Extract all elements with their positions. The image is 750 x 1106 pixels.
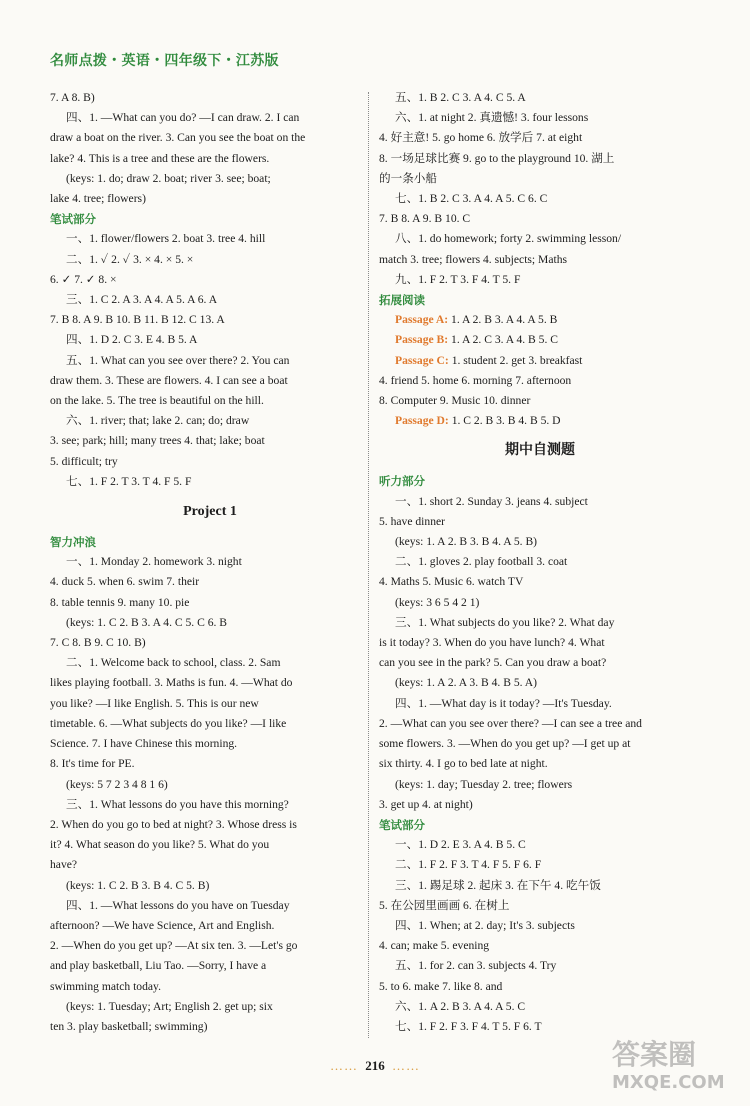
answer-line: and play basketball, Liu Tao. —Sorry, I have a	[50, 959, 267, 973]
passage-label: Passage C:	[395, 353, 449, 367]
answer-line: you like? —I like English. 5. This is our new	[50, 696, 259, 710]
project-title: Project 1	[183, 504, 237, 520]
answer-line: 二、1. F 2. F 3. T 4. F 5. F 6. F	[395, 858, 542, 872]
watermark-url: MXQE.COM	[612, 1072, 725, 1093]
answer-line: 七、1. F 2. T 3. T 4. F 5. F	[66, 474, 192, 488]
answer-line: 2. When do you go to bed at night? 3. Whose dress is	[50, 817, 297, 831]
watermark-logo	[612, 1038, 742, 1098]
answer-line: draw a boat on the river. 3. Can you see the boat on the	[50, 131, 306, 145]
answer-line: 七、1. F 2. F 3. F 4. T 5. F 6. T	[395, 1019, 542, 1033]
answer-line: 五、1. What can you see over there? 2. You can	[66, 353, 290, 367]
passage-label: Passage A:	[395, 313, 449, 327]
section-heading: 笔试部分	[379, 817, 425, 832]
answer-line: 三、1. What subjects do you like? 2. What day	[395, 615, 615, 629]
answer-line: (keys: 1. do; draw 2. boat; river 3. see; boat;	[66, 171, 271, 185]
book-header: 名师点拨・英语・四年级下・江苏版	[50, 53, 279, 69]
footer-dots-left: ……	[330, 1058, 358, 1073]
answer-line: 四、1. D 2. C 3. E 4. B 5. A	[66, 333, 198, 347]
answer-line: 五、1. B 2. C 3. A 4. C 5. A	[395, 91, 526, 104]
answer-line: 一、1. flower/flowers 2. boat 3. tree 4. hill	[66, 232, 266, 246]
answer-line: 8. table tennis 9. many 10. pie	[50, 595, 190, 609]
answer-line: on the lake. 5. The tree is beautiful on the hill.	[50, 394, 264, 408]
answer-line: 7. C 8. B 9. C 10. B)	[50, 636, 146, 650]
answer-line: 8. 一场足球比赛 9. go to the playground 10. 湖上	[379, 151, 615, 165]
answer-line: Science. 7. I have Chinese this morning.	[50, 737, 238, 751]
answer-line: 4. can; make 5. evening	[379, 939, 490, 953]
answer-line: (keys: 1. Tuesday; Art; English 2. get up; six	[66, 999, 273, 1013]
answer-line: 2. —When do you get up? —At six ten. 3. —Let's go	[50, 939, 298, 953]
answer-line: 四、1. —What day is it today? —It's Tuesday.	[395, 696, 612, 710]
answer-line: 七、1. B 2. C 3. A 4. A 5. C 6. C	[395, 192, 548, 206]
answer-line: 一、1. Monday 2. homework 3. night	[66, 555, 242, 569]
answer-line: have?	[50, 858, 78, 872]
answer-line: 八、1. do homework; forty 2. swimming lesson/	[395, 232, 622, 246]
answer-line: 3. get up 4. at night)	[379, 797, 473, 811]
midterm-title: 期中自测题	[505, 443, 575, 459]
answer-line: 三、1. What lessons do you have this morning?	[66, 797, 289, 811]
answer-line: 四、1. When; at 2. day; It's 3. subjects	[395, 918, 575, 932]
right-column	[379, 88, 701, 1037]
answer-line: 7. A 8. B)	[50, 91, 95, 104]
answer-line: some flowers. 3. —When do you get up? —I get up at	[379, 737, 631, 751]
answer-line: 2. —What can you see over there? —I can see a tree and	[379, 716, 642, 730]
section-heading: 拓展阅读	[379, 293, 425, 308]
passage-answers: 1. C 2. B 3. B 4. B 5. D	[451, 414, 561, 428]
footer-dots-right: ……	[392, 1058, 420, 1073]
answer-line: 的一条小船	[379, 171, 437, 185]
answer-line: match 3. tree; flowers 4. subjects; Maths	[379, 252, 568, 266]
passage-line-c	[379, 351, 701, 371]
passage-line-d	[379, 411, 701, 431]
passage-label: Passage D:	[395, 414, 449, 428]
answer-line: ten 3. play basketball; swimming)	[50, 1019, 208, 1033]
answer-line: 四、1. —What lessons do you have on Tuesday	[66, 898, 290, 912]
answer-line: 九、1. F 2. T 3. F 4. T 5. F	[395, 272, 521, 286]
answer-line: lake? 4. This is a tree and these are the flowers.	[50, 151, 270, 165]
answer-line: 4. duck 5. when 6. swim 7. their	[50, 575, 200, 589]
answer-line: swimming match today.	[50, 979, 161, 993]
answer-line: 6. ✓ 7. ✓ 8. ×	[50, 272, 117, 286]
answer-line: draw them. 3. These are flowers. 4. I can see a boat	[50, 373, 288, 387]
answer-line: (keys: 1. day; Tuesday 2. tree; flowers	[395, 777, 573, 791]
passage-line-b	[379, 330, 701, 350]
answer-line: 五、1. for 2. can 3. subjects 4. Try	[395, 959, 557, 973]
passage-answers: 1. A 2. B 3. A 4. A 5. B	[451, 313, 558, 327]
answer-line: (keys: 5 7 2 3 4 8 1 6)	[66, 777, 168, 791]
answer-line: 4. 好主意! 5. go home 6. 放学后 7. at eight	[379, 131, 583, 145]
answer-line: 4. Maths 5. Music 6. watch TV	[379, 575, 524, 589]
passage-label: Passage B:	[395, 333, 449, 347]
answer-line: 7. B 8. A 9. B 10. C	[379, 212, 471, 226]
answer-line: 4. friend 5. home 6. morning 7. afternoon	[379, 373, 572, 387]
answer-line: can you see in the park? 5. Can you draw a boat?	[379, 656, 607, 670]
answer-line: 三、1. 踢足球 2. 起床 3. 在下午 4. 吃午饭	[395, 878, 601, 892]
answer-line: 六、1. at night 2. 真遗憾! 3. four lessons	[395, 111, 589, 125]
answer-line: (keys: 1. C 2. B 3. B 4. C 5. B)	[66, 878, 210, 892]
section-heading: 智力冲浪	[50, 535, 96, 550]
answer-line: 三、1. C 2. A 3. A 4. A 5. A 6. A	[66, 293, 218, 307]
answer-line: 一、1. D 2. E 3. A 4. B 5. C	[395, 838, 526, 852]
section-heading: 听力部分	[379, 474, 425, 489]
column-divider	[368, 92, 369, 1038]
answer-line: 六、1. river; that; lake 2. can; do; draw	[66, 414, 250, 428]
passage-line-a	[379, 310, 701, 330]
left-column	[50, 88, 370, 1037]
answer-line: 8. It's time for PE.	[50, 757, 135, 771]
answer-line: 四、1. —What can you do? —I can draw. 2. I can	[66, 111, 300, 125]
answer-line: (keys: 3 6 5 4 2 1)	[395, 595, 480, 609]
answer-line: (keys: 1. A 2. A 3. B 4. B 5. A)	[395, 676, 538, 690]
answer-line: it? 4. What season do you like? 5. What do you	[50, 838, 270, 852]
answer-line: 8. Computer 9. Music 10. dinner	[379, 394, 531, 408]
answer-line: 5. to 6. make 7. like 8. and	[379, 979, 503, 993]
answer-line: is it today? 3. When do you have lunch? 4. What	[379, 636, 605, 650]
answer-line: 一、1. short 2. Sunday 3. jeans 4. subject	[395, 494, 588, 508]
answer-line: likes playing football. 3. Maths is fun. 4. —What do	[50, 676, 293, 690]
passage-answers: 1. student 2. get 3. breakfast	[451, 353, 583, 367]
answer-line: 二、1. gloves 2. play football 3. coat	[395, 555, 568, 569]
answer-line: (keys: 1. A 2. B 3. B 4. A 5. B)	[395, 535, 538, 549]
answer-line: 7. B 8. A 9. B 10. B 11. B 12. C 13. A	[50, 313, 225, 327]
passage-answers: 1. A 2. C 3. A 4. B 5. C	[451, 333, 558, 347]
answer-line: 六、1. A 2. B 3. A 4. A 5. C	[395, 999, 526, 1013]
watermark-text: 答案圈	[612, 1038, 697, 1071]
answer-line: six thirty. 4. I go to bed late at night.	[379, 757, 548, 771]
answer-line: afternoon? —We have Science, Art and English.	[50, 918, 275, 932]
answer-line: 二、1. Welcome back to school, class. 2. Sam	[66, 656, 281, 670]
section-heading: 笔试部分	[50, 212, 96, 227]
answer-line: 5. difficult; try	[50, 454, 118, 468]
answer-line: timetable. 6. —What subjects do you like? —I like	[50, 716, 287, 730]
answer-line: lake 4. tree; flowers)	[50, 192, 146, 206]
answer-line: 二、1. ✓ 2. ✓ 3. × 4. × 5. ×	[66, 252, 194, 266]
answer-line: (keys: 1. C 2. B 3. A 4. C 5. C 6. B	[66, 615, 228, 629]
answer-line: 5. have dinner	[379, 514, 445, 528]
page-number: 216	[365, 1058, 385, 1073]
answer-line: 5. 在公园里画画 6. 在树上	[379, 898, 510, 912]
answer-line: 3. see; park; hill; many trees 4. that; lake; boat	[50, 434, 265, 448]
